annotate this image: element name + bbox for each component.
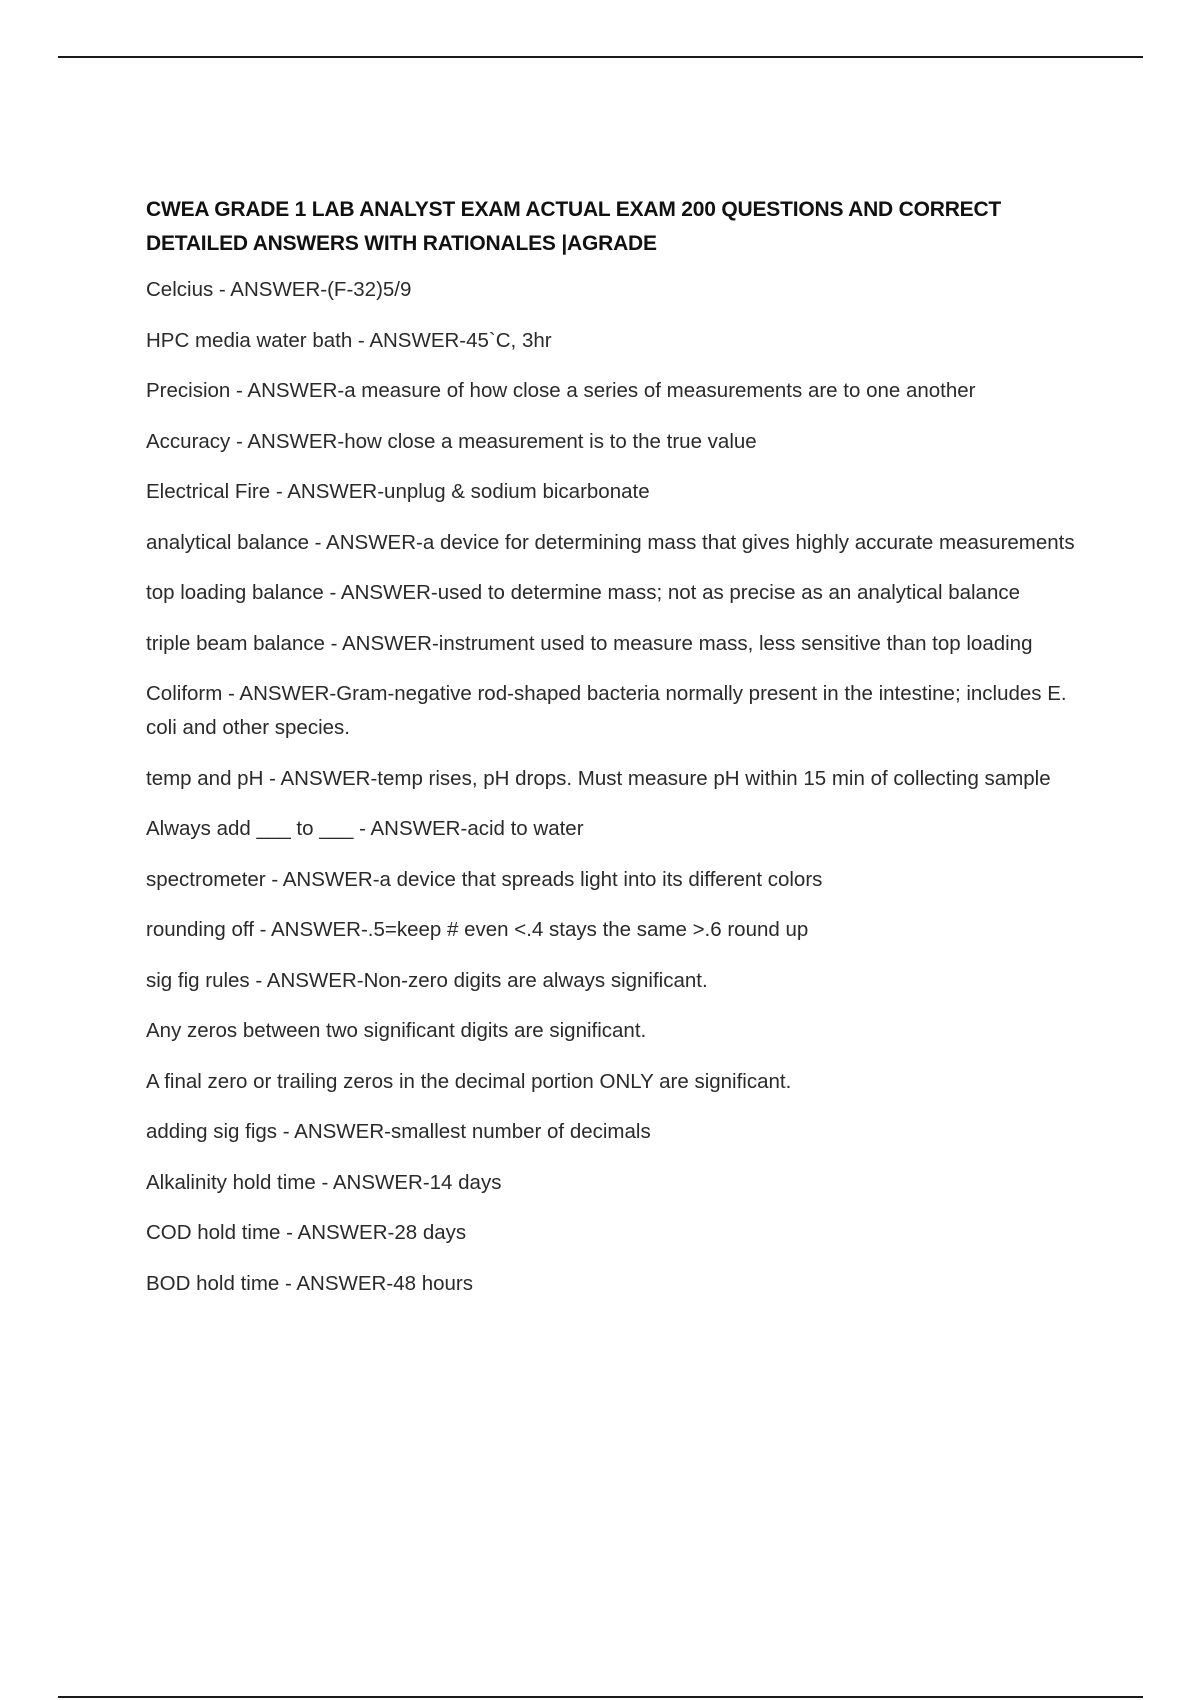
qa-entry: BOD hold time - ANSWER-48 hours <box>146 1271 473 1295</box>
header-rule <box>58 56 1143 58</box>
qa-entry: COD hold time - ANSWER-28 days <box>146 1221 467 1244</box>
qa-entry: Any zeros between two significant digits are significant. <box>146 1019 647 1042</box>
qa-entry: rounding off - ANSWER-.5=keep # even <.4 stays the same >.6 round up <box>146 918 809 941</box>
qa-entry: A final zero or trailing zeros in the decimal portion ONLY are significant. <box>146 1069 792 1093</box>
qa-entry: sig fig rules - ANSWER-Non-zero digits are always significant. <box>146 968 708 992</box>
qa-entry: spectrometer - ANSWER-a device that spreads light into its different colors <box>146 867 823 891</box>
qa-entry: Coliform - ANSWER-Gram-negative rod-shaped bacteria normally present in the intestine; includes E. coli and other species. <box>146 682 1067 739</box>
qa-entry: Celcius - ANSWER-(F-32)5/9 <box>146 278 412 301</box>
qa-entry: Always add ___ to ___ - ANSWER-acid to water <box>146 817 584 840</box>
qa-entry: Accuracy - ANSWER-how close a measurement is to the true value <box>146 429 757 453</box>
qa-entry: Electrical Fire - ANSWER-unplug & sodium bicarbonate <box>146 480 650 503</box>
qa-entry: triple beam balance - ANSWER-instrument used to measure mass, less sensitive than top loading <box>146 631 1033 655</box>
qa-entry: adding sig figs - ANSWER-smallest number of decimals <box>146 1120 651 1143</box>
qa-entry: Precision - ANSWER-a measure of how close a series of measurements are to one another <box>146 379 976 402</box>
qa-entry: temp and pH - ANSWER-temp rises, pH drops. Must measure pH within 15 min of collecting sample <box>146 766 1051 790</box>
qa-entry: top loading balance - ANSWER-used to determine mass; not as precise as an analytical balance <box>146 581 1021 604</box>
document-title: CWEA GRADE 1 LAB ANALYST EXAM ACTUAL EXAM 200 QUESTIONS AND CORRECT DETAILED ANSWERS WITH RATIONALES |AGRADE <box>146 198 1002 255</box>
document-body <box>146 193 1086 1317</box>
footer-rule <box>58 1696 1143 1698</box>
qa-entry: Alkalinity hold time - ANSWER-14 days <box>146 1170 502 1194</box>
qa-entry: analytical balance - ANSWER-a device for determining mass that gives highly accurate measurements <box>146 530 1075 554</box>
qa-entry: HPC media water bath - ANSWER-45`C, 3hr <box>146 328 552 352</box>
